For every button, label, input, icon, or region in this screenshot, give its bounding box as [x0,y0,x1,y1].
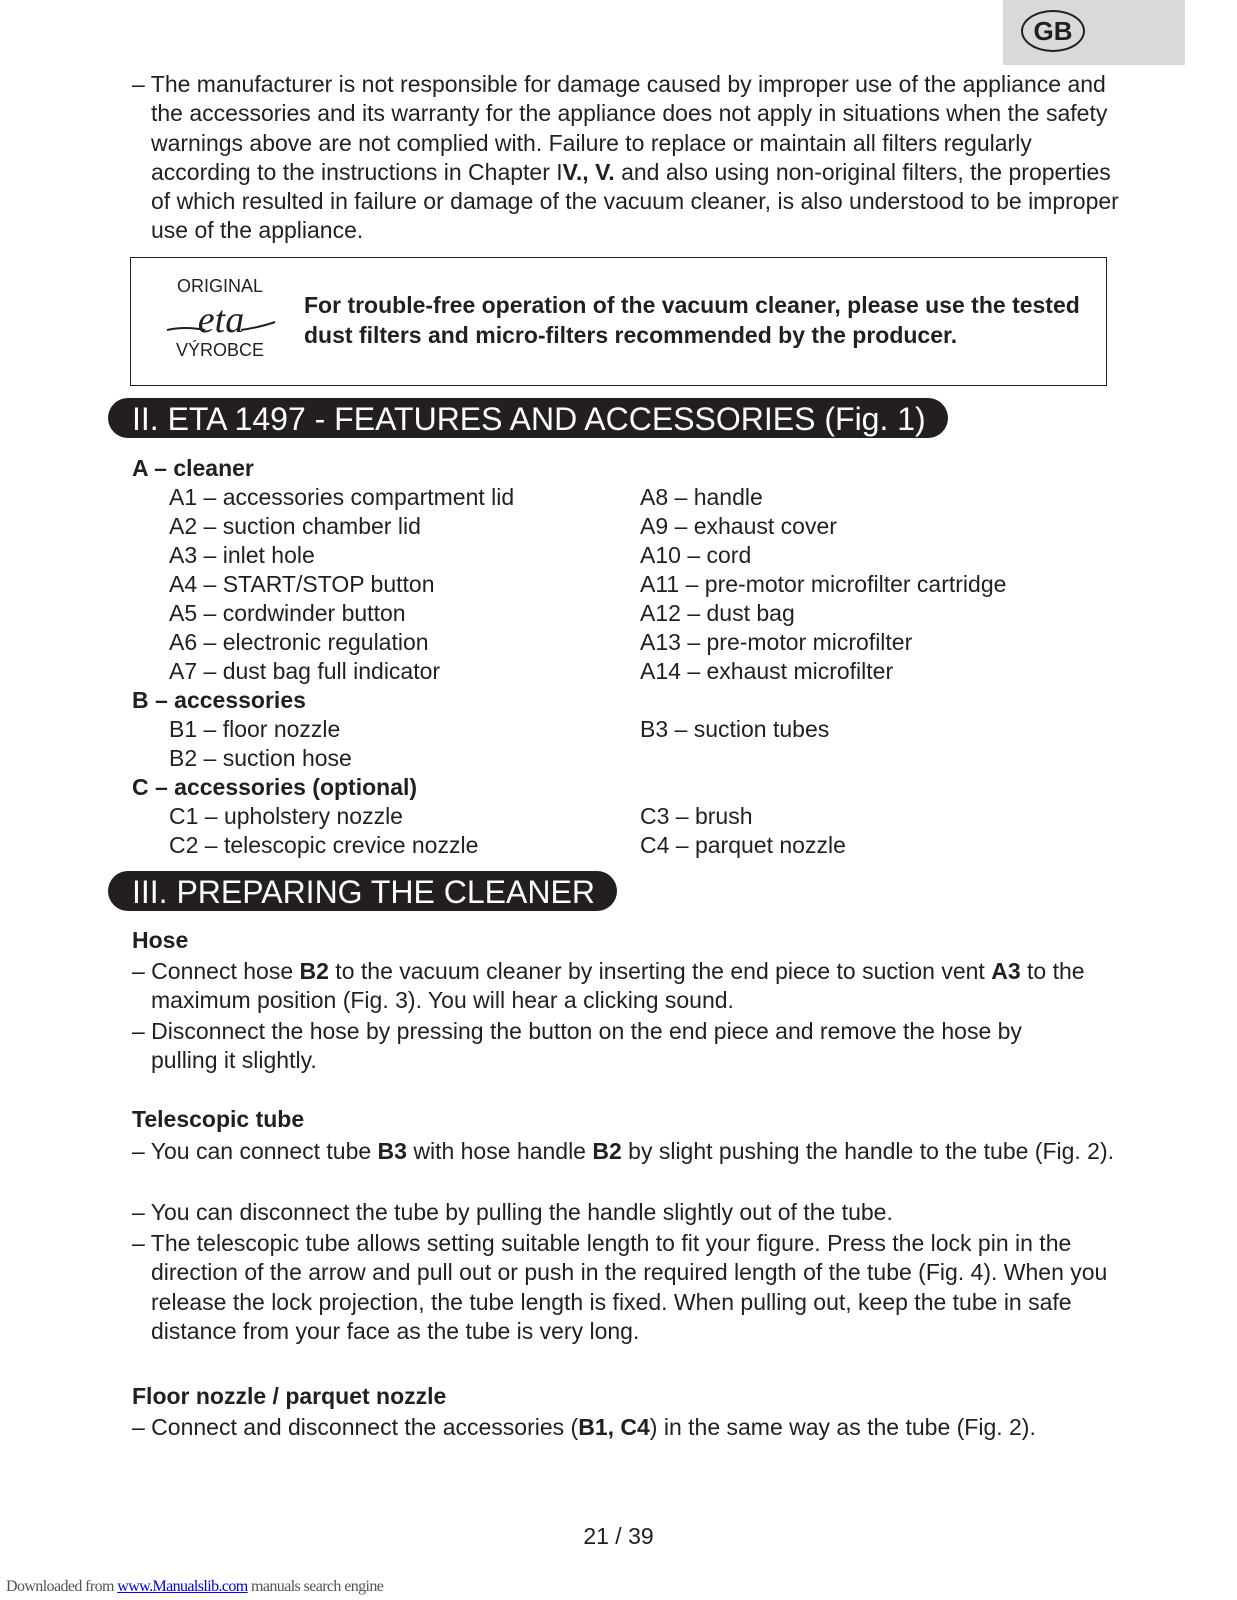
list-item: A6 – electronic regulation A13 – pre-motor microfilter [169,629,913,655]
hose-instruction-2: – Disconnect the hose by pressing the button on the end piece and remove the hose by pulling it slightly. [132,1018,1022,1074]
subheading-hose: Hose [132,927,189,953]
intro-text-2: and also using non-original filters, the properties of which resulted in failure or damage of the vacuum cleaner, is also understood to be improper use of the appliance. [151,158,1119,244]
list-item: A2 – suction chamber lid A9 – exhaust cover [169,513,837,539]
original-filters-notice [130,257,1107,386]
manualslib-link[interactable]: www.Manualslib.com [117,1578,248,1595]
floor-nozzle-instruction: – Connect and disconnect the accessories (B1, C4) in the same way as the tube (Fig. 2). [132,1414,1036,1440]
list-item: C1 – upholstery nozzle C3 – brush [169,803,753,829]
list-item: A1 – accessories compartment lid A8 – handle [169,484,763,510]
page-number: 21 / 39 [583,1523,654,1549]
intro-bold: V., V. [562,158,615,185]
eta-logo-icon [165,300,277,340]
hose-instruction-1: – Connect hose B2 to the vacuum cleaner by inserting the end piece to suction vent A3 to the maximum position (Fig. 3). You will hear a clicking sound. [132,958,1085,1014]
list-item: A3 – inlet hole A10 – cord [169,542,752,568]
list-item: B1 – floor nozzle B3 – suction tubes [169,716,830,742]
section-heading-preparing: III. PREPARING THE CLEANER [108,871,617,911]
logo-top-text: ORIGINAL [176,276,264,296]
intro-text-1: – The manufacturer is not responsible for damage caused by improper use of the appliance and the accessories and its warranty for the appliance does not apply in situations when the safety warnings above are not complied with. Failure to replace or maintain all filters regularly according to the instructions in Chapter I [132,71,1108,185]
list-item: B2 – suction hose [169,745,352,771]
features-list [132,454,1092,860]
notice-text: For trouble-free operation of the vacuum cleaner, please use the tested dust filters and micro-filters recommended by the producer. [304,292,1080,348]
subheading-telescopic-tube: Telescopic tube [132,1106,305,1132]
tube-instruction-1: – You can connect tube B3 with hose handle B2 by slight pushing the handle to the tube (Fig. 2). [132,1138,1115,1164]
category-optional-accessories: C – accessories (optional) [132,774,418,800]
list-item: A5 – cordwinder button A12 – dust bag [169,600,795,626]
logo-bottom-text: VÝROBCE [175,340,265,360]
list-item: A7 – dust bag full indicator A14 – exhaust microfilter [169,658,894,684]
language-badge: GB [1021,10,1085,52]
list-item: C2 – telescopic crevice nozzle C4 – parquet nozzle [169,832,846,858]
intro-paragraph [132,70,1126,246]
download-footer: Downloaded from www.Manualslib.com manuals search engine [6,1578,384,1595]
section-heading-features: II. ETA 1497 - FEATURES AND ACCESSORIES (Fig. 1) [108,398,948,438]
eta-original-logo [161,276,279,366]
subheading-floor-nozzle: Floor nozzle / parquet nozzle [132,1383,447,1409]
logo-word: eta [197,300,245,340]
language-badge-box [1003,0,1185,65]
category-accessories: B – accessories [132,687,306,713]
list-item: A4 – START/STOP button A11 – pre-motor microfilter cartridge [169,571,1007,597]
tube-instruction-3: – The telescopic tube allows setting suitable length to fit your figure. Press the lock pin in the direction of the arrow and pull out or push in the required length of the tube (Fig. 4). When you release the lock projection, the tube length is fixed. When pulling out, keep the tube in safe distance from your face as the tube is very long. [132,1230,1108,1344]
category-cleaner: A – cleaner [132,455,254,481]
tube-instruction-2: – You can disconnect the tube by pulling the handle slightly out of the tube. [132,1199,893,1225]
